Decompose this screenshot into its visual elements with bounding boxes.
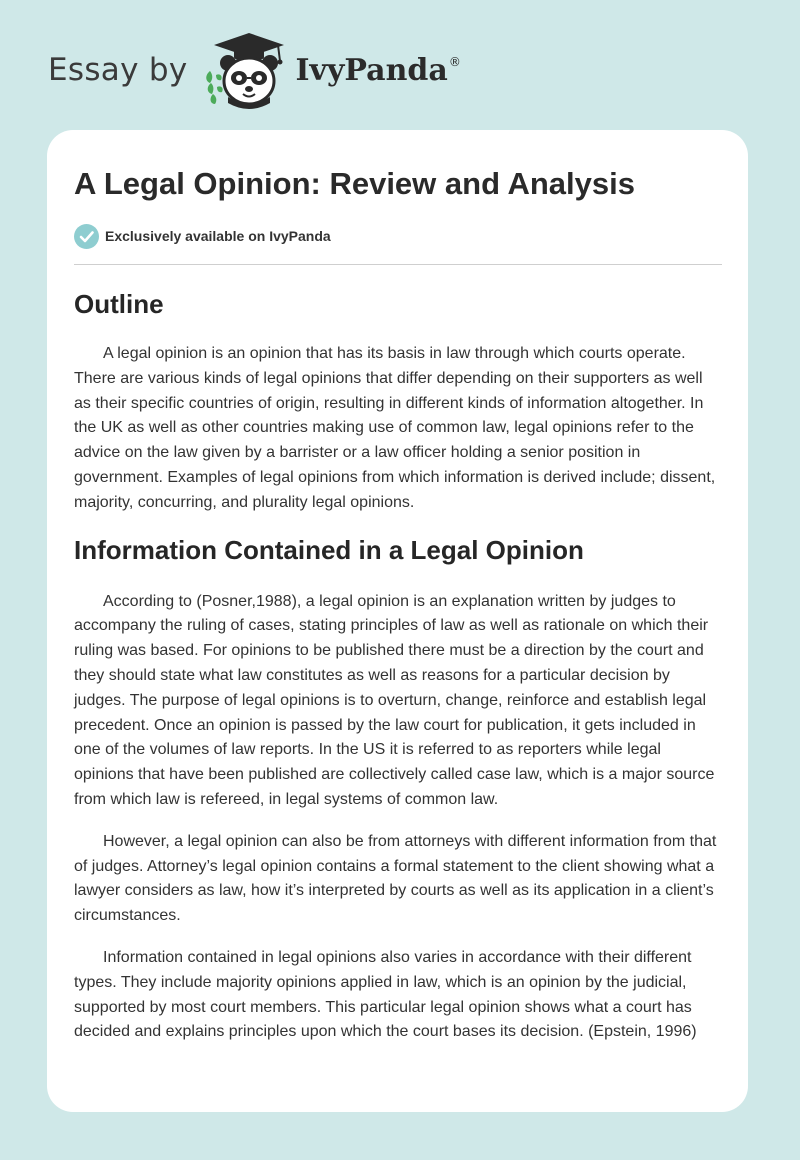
section-heading: Outline: [74, 289, 164, 319]
panda-logo-icon[interactable]: [204, 31, 290, 109]
section-outline: [74, 265, 722, 516]
brand-name[interactable]: IvyPanda: [295, 52, 448, 88]
check-circle-icon: [74, 224, 99, 249]
site-header: [48, 30, 461, 110]
badge-label: Exclusively available on IvyPanda: [105, 228, 331, 244]
section-heading: Information Contained in a Legal Opinion: [74, 534, 584, 565]
exclusive-badge: [74, 223, 722, 249]
paragraph: However, a legal opinion can also be from attorneys with different information from that of judges. Attorney’s legal opinion contains a formal statement to the client showing what a lawyer considers as law, how it’s interpreted by courts as well as its application in a client’s circumstances.: [74, 832, 717, 925]
section-information: [74, 516, 722, 1046]
paragraph: A legal opinion is an opinion that has its basis in law through which courts operate. There are various kinds of legal opinions that differ depending on their supporters as well as their specific countries of origin, resulting in different kinds of information altogether. In the UK as well as other countries making use of common law, legal opinions refer to the advice on the law given by a barrister or a law officer holding a senior position in government. Examples of legal opinions from which information is derived include; dissent, majority, concurring, and plurality legal opinions.: [74, 345, 716, 511]
leaf-sprig-icon: [206, 71, 222, 104]
essay-card: [47, 130, 748, 1112]
page-title: A Legal Opinion: Review and Analysis: [74, 166, 635, 201]
registered-mark: ®: [448, 55, 461, 69]
paragraph: According to (Posner,1988), a legal opinion is an explanation written by judges to accompany the ruling of cases, stating principles of law as well as rationale on which their ruling was based. For opinions to be published there must be a direction by the court and they should state what law constitutes as well as reasons for a particular decision by judges. The purpose of legal opinions is to overturn, change, reinforce and establish legal precedent. Once an opinion is passed by the law court for publication, it gets included in one of the volumes of law reports. In the US it is referred to as reporters while legal opinions that have been published are collectively called case law, which is a major source from which law is refereed, in legal systems of common law.: [74, 592, 715, 808]
paragraph: Information contained in legal opinions also varies in accordance with their different types. They include majority opinions applied in law, which is an opinion by the judicial, supported by most court members. This particular legal opinion shows what a court has decided and explains principles upon which the court bases its decision. (Epstein, 1996): [74, 948, 697, 1041]
brand-prefix: Essay by: [48, 52, 188, 88]
